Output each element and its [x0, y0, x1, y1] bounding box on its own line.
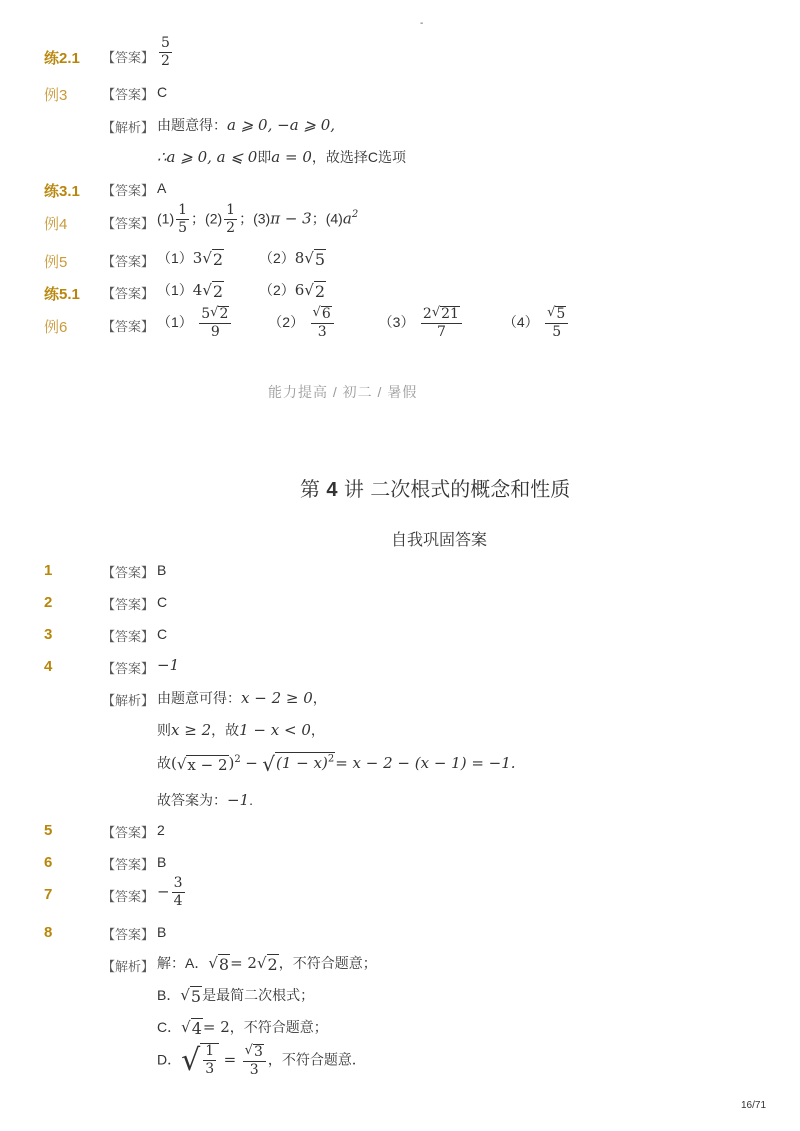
question-number: 4 — [44, 658, 53, 675]
analysis-tag: 【解析】 — [102, 120, 155, 135]
answer-line: （1）3 √ 2 （2）8 √ 5 — [157, 248, 326, 269]
answer-tag: 【答案】 — [102, 889, 155, 904]
radicand: 5 — [314, 249, 326, 269]
separator: ；(4) — [311, 210, 343, 227]
page-number: 16/71 — [741, 1100, 767, 1111]
problem-number: 练2.1 — [44, 50, 80, 67]
analysis-text: ，故 — [211, 722, 240, 738]
problem-number: 练5.1 — [44, 286, 80, 303]
denominator: 3 — [249, 1061, 259, 1078]
analysis-text: ，故选择C选项 — [311, 149, 406, 165]
answer-value: C — [157, 626, 168, 642]
problem-number: 练3.1 — [44, 183, 80, 200]
coefficient: 2 — [422, 305, 432, 322]
analysis-line — [157, 790, 253, 810]
denominator: 3 — [205, 1060, 215, 1077]
coefficient: 8 — [294, 249, 305, 267]
analysis-text: ，不符合题意； — [229, 1019, 328, 1035]
analysis-text: . — [249, 792, 254, 808]
radicand: 21 — [441, 306, 459, 322]
example-number: 例3 — [44, 87, 68, 104]
separator: ；(2) — [191, 210, 223, 227]
section-subtitle: 自我巩固答案 — [391, 530, 488, 549]
answer-value: B — [157, 924, 167, 940]
answer-value: B — [157, 562, 167, 578]
radicand: 2 — [314, 281, 326, 301]
separator: ；(3) — [239, 210, 271, 227]
exponent: 2 — [351, 209, 359, 221]
analysis-text: 故 — [157, 755, 171, 772]
answer-value: B — [157, 854, 167, 870]
answer-value — [157, 876, 187, 908]
answer-tag: 【答案】 — [102, 565, 155, 580]
analysis-math: ∴a ⩾ 0, a ⩽ 0 — [157, 148, 258, 166]
lecture-title — [300, 473, 570, 502]
answer-tag: 【答案】 — [102, 50, 155, 65]
denominator: 3 — [317, 323, 327, 340]
analysis-line — [157, 147, 406, 167]
denominator: 2 — [161, 52, 170, 69]
part-label: （1） — [157, 313, 193, 330]
answer-fraction — [157, 36, 174, 68]
analysis-math: a ⩾ 0, −a ⩾ 0, — [227, 116, 336, 134]
part-label: （4） — [502, 313, 539, 330]
radicand: (1 − x) — [276, 754, 328, 772]
radicand: 6 — [321, 306, 331, 322]
question-number: 2 — [44, 594, 53, 611]
answer-tag: 【答案】 — [102, 825, 155, 840]
answer-tag: 【答案】 — [102, 216, 155, 231]
answer-tag: 【答案】 — [102, 661, 155, 676]
denominator: 5 — [552, 323, 562, 340]
analysis-text: C． — [157, 1019, 182, 1035]
numerator: 1 — [226, 202, 236, 218]
answer-tag: 【答案】 — [102, 629, 155, 644]
question-number: 7 — [44, 886, 53, 903]
analysis-text: 由题意得： — [157, 117, 227, 133]
radicand: 5 — [190, 986, 202, 1006]
analysis-line: B． √ 5 是最简二次根式； — [157, 985, 315, 1006]
analysis-math: = x − 2 − (x − 1) = −1. — [335, 754, 516, 773]
denominator: 2 — [226, 219, 236, 236]
radicand: 2 — [267, 954, 278, 974]
question-number: 8 — [44, 924, 53, 941]
analysis-text: 由题意可得： — [157, 690, 241, 706]
exponent: 2 — [327, 753, 335, 765]
answer-value: −1 — [157, 656, 180, 674]
numerator: 3 — [173, 875, 183, 891]
coefficient: 5 — [201, 305, 211, 322]
answer-tag: 【答案】 — [102, 597, 155, 612]
analysis-text: ，不符合题意； — [278, 955, 377, 971]
part-label: （2） — [259, 250, 295, 266]
analysis-line: C． √ 4 = 2，不符合题意； — [157, 1017, 328, 1038]
analysis-text: B． — [157, 987, 181, 1003]
analysis-tag: 【解析】 — [102, 959, 155, 974]
example-number: 例5 — [44, 254, 68, 271]
answer-tag: 【答案】 — [102, 87, 155, 102]
title-prefix: 第 — [300, 477, 320, 501]
numerator: 1 — [178, 202, 188, 218]
example-number: 例6 — [44, 319, 68, 336]
answer-line: （1）4 √ 2 （2）6 √ 2 — [157, 280, 326, 301]
analysis-math: = 2 — [202, 1018, 230, 1036]
answer-value: C — [157, 594, 168, 610]
title-text: 讲 二次根式的概念和性质 — [343, 477, 571, 501]
part-label: （1） — [157, 250, 193, 266]
analysis-line: 故( √ x − 2 )$^2$ − √ $(1 - x)^2$ = x − 2 − (x − 1) = −1. — [157, 752, 516, 776]
radicand: 8 — [218, 954, 230, 974]
answer-tag: 【答案】 — [102, 286, 155, 301]
analysis-line — [157, 115, 335, 135]
analysis-text: 故答案为： — [157, 792, 227, 808]
coefficient: 3 — [192, 249, 203, 267]
analysis-text: 则 — [157, 722, 171, 738]
analysis-math: 1 − x < 0 — [239, 721, 311, 739]
radicand: 3 — [253, 1043, 263, 1060]
analysis-math: x − 2 ≥ 0 — [241, 689, 313, 707]
answer-math: a — [342, 209, 352, 228]
answer-math: π − 3 — [270, 209, 312, 228]
example-number: 例4 — [44, 216, 68, 233]
analysis-text: ， — [312, 690, 327, 706]
minus-sign: − — [157, 882, 170, 901]
analysis-math: x ≥ 2 — [171, 721, 212, 739]
analysis-line — [157, 720, 325, 740]
answer-value: A — [157, 180, 167, 196]
analysis-math: a = 0 — [271, 148, 312, 166]
question-number: 6 — [44, 854, 53, 871]
part-label: （1） — [157, 282, 193, 298]
radicand: x − 2 — [187, 755, 228, 774]
denominator: 5 — [178, 219, 188, 236]
denominator: 7 — [436, 323, 446, 340]
radicand: 2 — [219, 306, 229, 322]
analysis-text: ， — [310, 722, 325, 738]
denominator: 9 — [210, 323, 220, 340]
analysis-line: D． √ $\frac{1}{3}$ = √ 3 3 ，不符合题意． — [157, 1042, 366, 1078]
radicand: 2 — [212, 281, 224, 301]
analysis-text: 即 — [257, 149, 272, 165]
numerator: 1 — [205, 1043, 215, 1059]
page-footer: 能力提高 / 初二 / 暑假 — [268, 384, 418, 400]
coefficient: 6 — [294, 281, 305, 299]
top-mark: - — [420, 18, 424, 29]
part-label: （2） — [268, 313, 305, 330]
analysis-text: 是最简二次根式； — [202, 987, 315, 1003]
answer-tag: 【答案】 — [102, 927, 155, 942]
denominator: 4 — [173, 892, 183, 909]
answer-value: C — [157, 84, 168, 100]
equals-sign: = — [223, 1050, 237, 1069]
analysis-math: = 2 — [230, 954, 257, 972]
answer-tag: 【答案】 — [102, 183, 155, 198]
radicand: 5 — [556, 306, 566, 322]
coefficient: 4 — [192, 281, 203, 299]
answer-tag: 【答案】 — [102, 857, 155, 872]
analysis-text: ，不符合题意． — [267, 1051, 366, 1068]
question-number: 3 — [44, 626, 53, 643]
analysis-math: −1 — [227, 791, 250, 809]
analysis-tag: 【解析】 — [102, 693, 155, 708]
numerator: 5 — [161, 35, 170, 51]
answer-tag: 【答案】 — [102, 319, 155, 334]
analysis-line: 解：A． √ 8 = 2 √ 2 ，不符合题意； — [157, 953, 377, 974]
answer-line: （1） 5 √ 2 9 （2） √ 6 3 （3） 2 √ 21 7 （4） √ 5 5 — [157, 306, 570, 339]
analysis-text: 解：A． — [157, 955, 209, 971]
exponent: 2 — [234, 753, 241, 765]
part-label: (1) — [157, 210, 175, 227]
part-label: （2） — [259, 282, 295, 298]
question-number: 5 — [44, 822, 53, 839]
answer-line — [157, 203, 358, 235]
analysis-text: D． — [157, 1051, 182, 1068]
title-number: 4 — [326, 479, 338, 501]
answer-value: 2 — [157, 822, 165, 838]
analysis-line — [157, 688, 327, 708]
radicand: 4 — [191, 1018, 202, 1038]
question-number: 1 — [44, 562, 53, 579]
radicand: 2 — [212, 249, 224, 269]
part-label: （3） — [378, 313, 415, 330]
answer-tag: 【答案】 — [102, 254, 155, 269]
minus-sign: − — [245, 754, 258, 773]
